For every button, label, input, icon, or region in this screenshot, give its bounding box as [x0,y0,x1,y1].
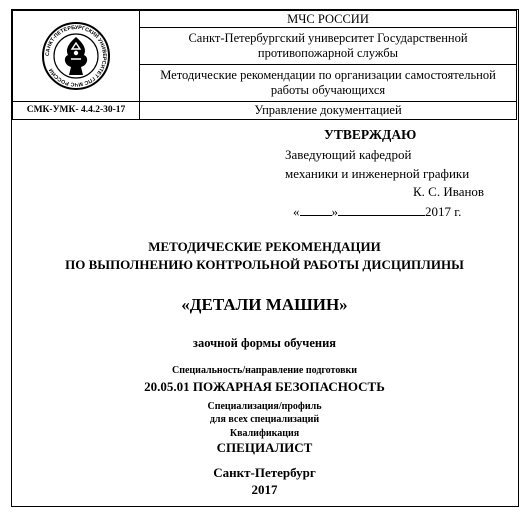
approval-position-line2: механики и инженерной графики [285,166,470,181]
discipline-name: «ДЕТАЛИ МАШИН» [181,295,348,314]
year: 2017 [251,482,278,497]
date-open-quote: « [293,204,300,219]
date-month-blank [338,215,425,216]
approval-title: УТВЕРЖДАЮ [324,127,417,142]
qualification-label: Квалификация [229,428,300,439]
university-seal-icon [41,21,111,91]
approval-name: К. С. Иванов [413,184,485,199]
specialty-label: Специальность/направление подготовки [172,365,357,376]
university-name: Санкт-Петербургский университет Государственной противопожарной службы [140,28,517,65]
document-title-line1: МЕТОДИЧЕСКИЕ РЕКОМЕНДАЦИИ [148,239,381,254]
profile-label: Специализация/профиль [207,401,322,412]
profile-value: для всех специализаций [209,414,320,425]
document-page [11,9,519,507]
seal-text: САНКТ-ПЕТЕРБУРГСКИЙ УНИВЕРСИТЕТ ГПС МЧС РОССИИ [44,24,108,87]
specialty-value: 20.05.01 ПОЖАРНАЯ БЕЗОПАСНОСТЬ [144,379,385,394]
header-table [12,10,517,120]
date-close-quote: » [331,204,338,219]
city: Санкт-Петербург [213,465,316,480]
department-name: Управление документацией [140,101,517,119]
approval-date [293,204,461,220]
org-name: МЧС РОССИИ [140,11,517,28]
date-day-blank [300,215,332,216]
document-title-line2: ПО ВЫПОЛНЕНИЮ КОНТРОЛЬНОЙ РАБОТЫ ДИСЦИПЛИНЫ [65,257,464,272]
approval-position-line1: Заведующий кафедрой [285,147,412,162]
document-code: СМК-УМК- 4.4.2-30-17 [13,101,140,119]
date-year: 2017 г. [425,204,462,219]
document-type: Методические рекомендации по организации самостоятельной работы обучающихся [140,64,517,101]
study-form: заочной формы обучения [192,336,337,350]
logo-cell [13,11,140,102]
qualification-value: СПЕЦИАЛИСТ [216,440,313,455]
